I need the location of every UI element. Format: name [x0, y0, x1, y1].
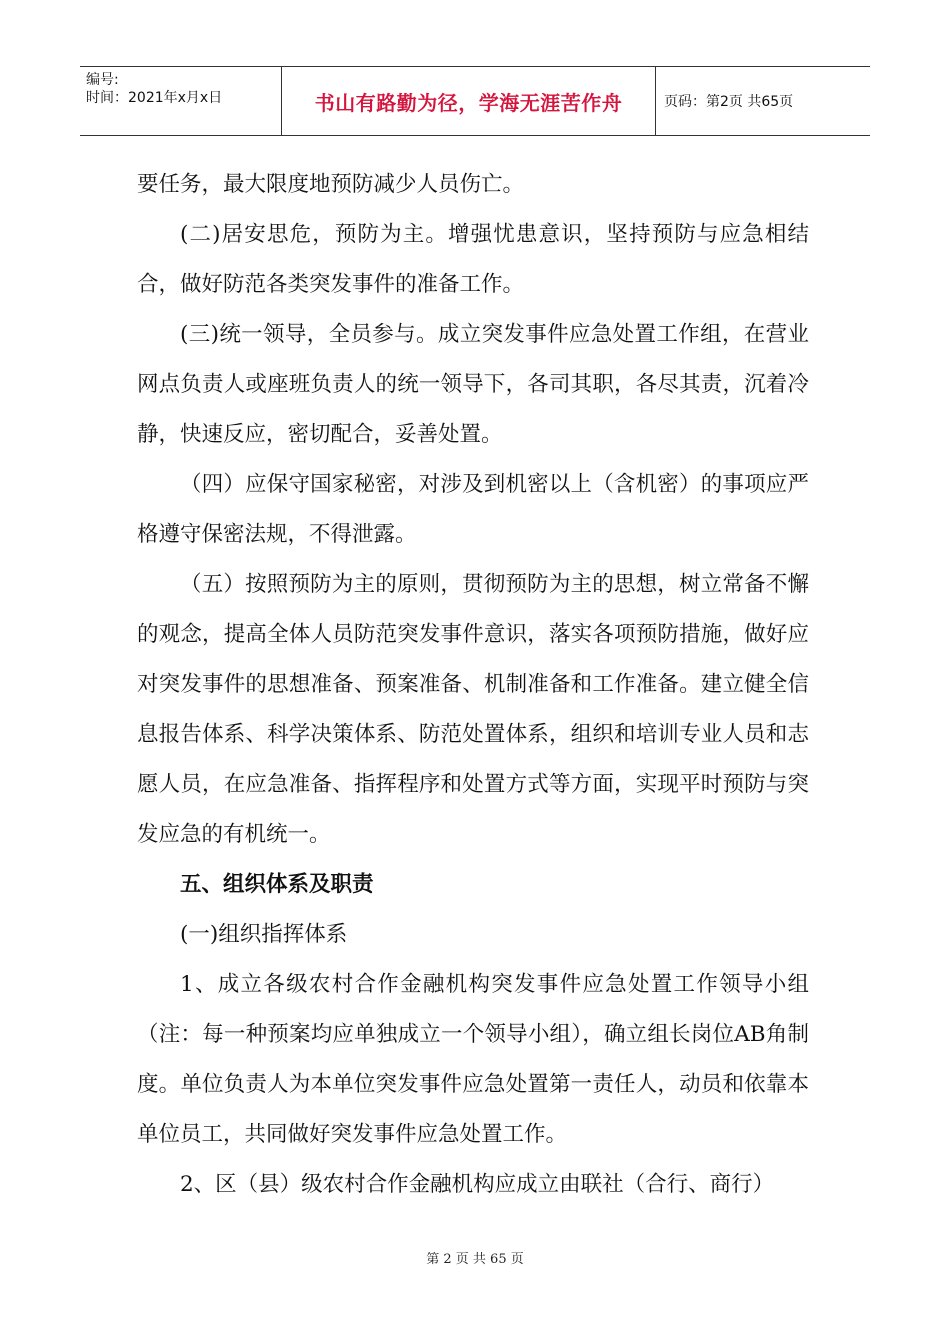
document-body — [137, 160, 809, 1210]
paragraph-4: （四）应保守国家秘密，对涉及到机密以上（含机密）的事项应严格遵守保密法规，不得泄露。 — [137, 472, 809, 547]
paragraph-5: （五）按照预防为主的原则，贯彻预防为主的思想，树立常备不懈的观念，提高全体人员防范突发事件意识，落实各项预防措施，做好应对突发事件的思想准备、预案准备、机制准备和工作准备。建立健全信息报告体系、科学决策体系、防范处置体系，组织和培训专业人员和志愿人员，在应急准备、指挥程序和处置方式等方面，实现平时预防与突发应急的有机统一。 — [137, 572, 809, 847]
paragraph-2: (二)居安思危，预防为主。增强忧患意识，坚持预防与应急相结合，做好防范各类突发事件的准备工作。 — [137, 222, 809, 297]
paragraph-6: 1、成立各级农村合作金融机构突发事件应急处置工作领导小组（注：每一种预案均应单独成立一个领导小组），确立组长岗位AB角制度。单位负责人为本单位突发事件应急处置第一责任人，动员和依靠本单位员工，共同做好突发事件应急处置工作。 — [137, 972, 809, 1147]
header-meta — [80, 67, 282, 135]
time-label: 时间：2021年x月x日 — [86, 90, 223, 106]
subsection-heading: (一)组织指挥体系 — [180, 922, 348, 947]
header-motto: 书山有路勤为径，学海无涯苦作舟 — [282, 67, 656, 135]
section-heading: 五、组织体系及职责 — [180, 872, 374, 897]
paragraph-3: (三)统一领导，全员参与。成立突发事件应急处置工作组，在营业网点负责人或座班负责人的统一领导下，各司其职，各尽其责，沉着冷静，快速反应，密切配合，妥善处置。 — [137, 322, 809, 447]
page-header — [80, 66, 870, 136]
paragraph-1: 要任务，最大限度地预防减少人员伤亡。 — [137, 172, 525, 197]
serial-label: 编号: — [86, 72, 119, 88]
page-footer: 第 2 页 共 65 页 — [426, 1252, 524, 1267]
header-page-info: 页码：第2页 共65页 — [664, 94, 794, 110]
paragraph-7: 2、区（县）级农村合作金融机构应成立由联社（合行、商行） — [180, 1172, 775, 1197]
